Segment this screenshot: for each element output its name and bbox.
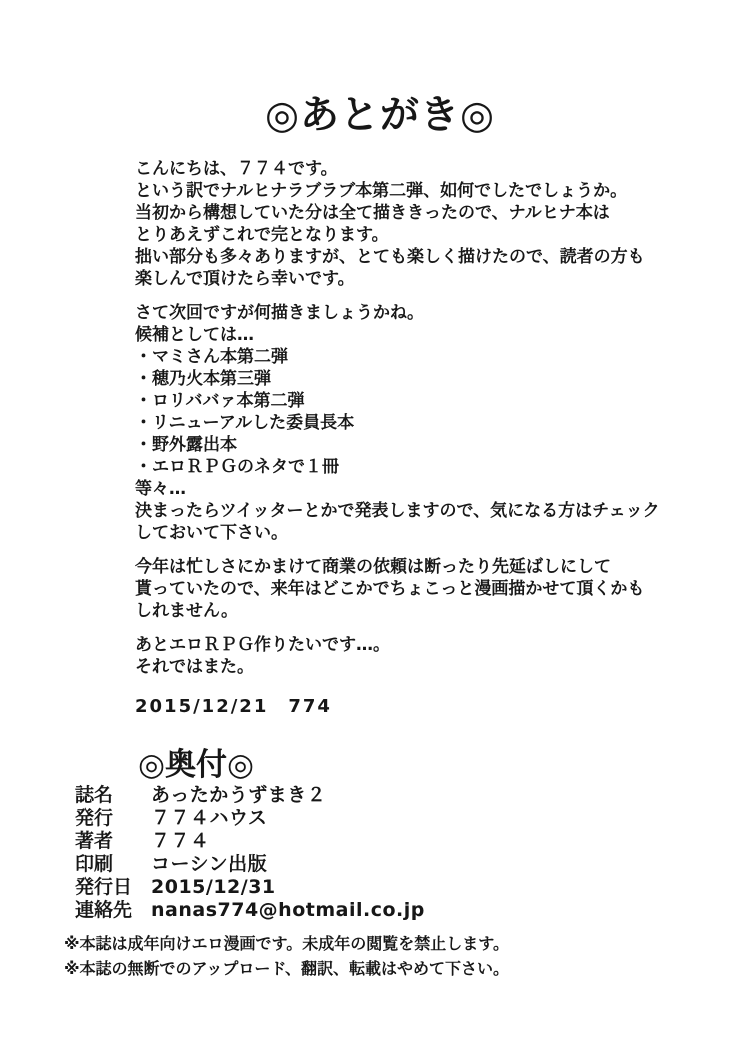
- afterword-body: [135, 158, 660, 718]
- list-item-line: ・野外露出本: [135, 435, 237, 455]
- colophon-label: 連絡先: [75, 899, 133, 921]
- afterword-title: ◎あとがき◎: [264, 93, 496, 138]
- list-item-line: ・リニューアルした委員長本: [135, 413, 355, 433]
- afterword-paragraph-closing: [135, 634, 660, 678]
- adult-warning-note: ※本誌は成年向けエロ漫画です。未成年の閲覧を禁止します。: [64, 934, 509, 953]
- text-line: さて次回ですが何描きましょうかね。: [135, 303, 424, 323]
- colophon-value: 2015/12/31: [151, 876, 276, 898]
- colophon-label: 印刷: [75, 853, 114, 875]
- list-item-line: ・エロＲＰＧのネタで１冊: [135, 457, 339, 477]
- text-line: こんにちは、７７４です。: [135, 159, 338, 179]
- colophon-contact-email: nanas774@hotmail.co.jp: [151, 899, 425, 921]
- text-line: 決まったらツイッターとかで発表しますので、気になる方はチェック: [135, 501, 660, 521]
- colophon-value: あったかうずまき２: [151, 784, 327, 806]
- colophon-value: ７７４ハウス: [151, 807, 268, 829]
- text-line: 今年は忙しさにかまけて商業の依頼は断ったり先延ばしにして: [135, 557, 611, 577]
- colophon-value: ７７４: [151, 830, 210, 852]
- colophon-table: [75, 784, 425, 922]
- legal-notes: [64, 931, 509, 981]
- list-item-line: ・マミさん本第二弾: [135, 347, 288, 367]
- list-item-line: ・ロリババァ本第二弾: [135, 391, 305, 411]
- text-line: しれません。: [135, 601, 239, 621]
- text-line: 楽しんで頂けたら幸いです。: [135, 269, 355, 289]
- text-line: 当初から構想していた分は全て描ききったので、ナルヒナ本は: [135, 203, 610, 223]
- colophon-row-title: [75, 784, 425, 807]
- text-line: 拙い部分も多々ありますが、とても楽しく描けたので、読者の方も: [135, 247, 645, 267]
- colophon-row-printer: [75, 853, 425, 876]
- text-line: 貰っていたので、来年はどこかでちょこっと漫画描かせて頂くかも: [135, 579, 645, 599]
- text-line: とりあえずこれで完となります。: [135, 225, 389, 245]
- date-signature: 2015/12/21 774: [135, 696, 332, 717]
- colophon-row-author: [75, 830, 425, 853]
- text-line: 等々…: [135, 479, 186, 499]
- colophon-row-contact: [75, 899, 425, 922]
- colophon-title: ◎奥付◎: [138, 747, 255, 783]
- text-line: しておいて下さい。: [135, 523, 288, 543]
- colophon-label: 発行: [75, 807, 114, 829]
- text-line: という訳でナルヒナラブラブ本第二弾、如何でしたでしょうか。: [135, 181, 628, 201]
- afterword-paragraph-commercial: [135, 556, 660, 622]
- colophon-label: 誌名: [75, 784, 114, 806]
- colophon-label: 著者: [75, 830, 114, 852]
- list-item-line: ・穂乃火本第三弾: [135, 369, 271, 389]
- text-line: あとエロＲＰＧ作りたいです…。: [135, 635, 390, 655]
- afterword-paragraph-greeting: [135, 158, 660, 290]
- afterword-paragraph-next-works: [135, 302, 660, 544]
- no-reupload-note: ※本誌の無断でのアップロード、翻訳、転載はやめて下さい。: [64, 959, 509, 978]
- text-line: それではまた。: [135, 657, 254, 677]
- colophon-row-publish-date: [75, 876, 425, 899]
- colophon-row-publisher: [75, 807, 425, 830]
- colophon-value: コーシン出版: [151, 853, 268, 875]
- text-line: 候補としては…: [135, 325, 254, 345]
- colophon-label: 発行日: [75, 876, 133, 898]
